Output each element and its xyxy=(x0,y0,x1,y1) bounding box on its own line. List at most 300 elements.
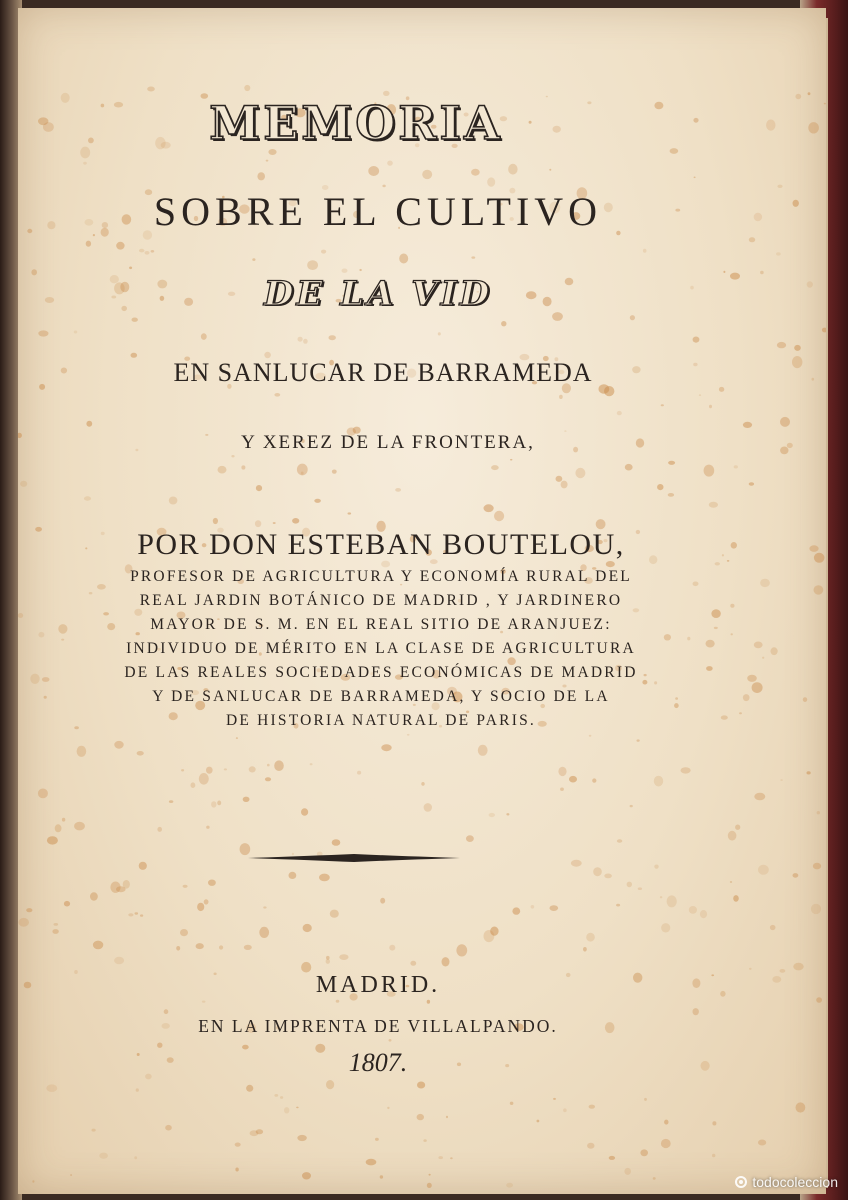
foxing-spot xyxy=(92,1129,96,1132)
foxing-spot xyxy=(382,185,385,188)
foxing-spot xyxy=(772,976,781,983)
foxing-spot xyxy=(689,906,697,914)
foxing-spot xyxy=(776,252,781,255)
foxing-spot xyxy=(380,898,385,904)
foxing-spot xyxy=(627,882,632,888)
foxing-spot xyxy=(760,579,770,587)
foxing-spot xyxy=(110,275,119,283)
foxing-spot xyxy=(256,1129,263,1134)
foxing-spot xyxy=(587,1143,594,1149)
foxing-spot xyxy=(85,219,94,226)
foxing-spot xyxy=(196,943,204,949)
foxing-spot xyxy=(123,880,130,889)
foxing-spot xyxy=(160,296,165,301)
foxing-spot xyxy=(624,1168,631,1175)
foxing-spot xyxy=(135,912,139,914)
foxing-spot xyxy=(296,1107,299,1109)
foxing-spot xyxy=(709,405,712,408)
foxing-spot xyxy=(421,782,424,786)
foxing-spot xyxy=(780,779,782,780)
foxing-spot xyxy=(565,278,574,286)
foxing-spot xyxy=(303,924,312,932)
foxing-spot xyxy=(180,929,188,936)
foxing-spot xyxy=(301,472,304,475)
foxing-spot xyxy=(35,527,42,532)
foxing-spot xyxy=(314,499,321,503)
foxing-spot xyxy=(38,789,48,799)
foxing-spot xyxy=(739,712,742,714)
foxing-spot xyxy=(213,518,218,524)
foxing-spot xyxy=(730,604,734,608)
foxing-spot xyxy=(129,267,132,270)
foxing-spot xyxy=(478,745,488,756)
foxing-spot xyxy=(660,896,662,898)
foxing-spot xyxy=(407,734,410,736)
foxing-spot xyxy=(721,715,728,719)
foxing-spot xyxy=(743,694,750,701)
watermark-text: todocoleccion xyxy=(752,1174,838,1190)
foxing-spot xyxy=(754,642,763,649)
foxing-spot xyxy=(191,782,196,788)
foxing-spot xyxy=(326,956,330,960)
foxing-spot xyxy=(375,1138,379,1141)
foxing-spot xyxy=(46,1084,57,1092)
foxing-spot xyxy=(399,254,408,264)
foxing-spot xyxy=(450,1157,453,1159)
foxing-spot xyxy=(274,1094,278,1097)
foxing-spot xyxy=(661,923,670,932)
foxing-spot xyxy=(359,269,361,271)
foxing-spot xyxy=(808,122,819,133)
foxing-spot xyxy=(235,1143,241,1147)
foxing-spot xyxy=(30,674,39,684)
foxing-spot xyxy=(560,788,564,791)
title-memoria: MEMORIA xyxy=(209,96,503,150)
foxing-spot xyxy=(706,640,715,648)
foxing-spot xyxy=(43,122,54,132)
foxing-spot xyxy=(267,764,270,767)
credentials-line: DE HISTORIA NATURAL DE PARIS. xyxy=(226,712,536,729)
foxing-spot xyxy=(31,269,37,275)
foxing-spot xyxy=(537,1120,540,1123)
foxing-spot xyxy=(559,395,563,399)
foxing-spot xyxy=(583,947,587,952)
foxing-spot xyxy=(824,103,826,105)
foxing-spot xyxy=(730,273,740,280)
foxing-spot xyxy=(147,87,155,92)
foxing-spot xyxy=(244,945,252,950)
foxing-spot xyxy=(693,363,697,366)
foxing-spot xyxy=(357,771,361,775)
foxing-spot xyxy=(592,778,596,782)
foxing-spot xyxy=(668,493,674,497)
foxing-spot xyxy=(692,978,700,988)
foxing-spot xyxy=(569,776,577,783)
foxing-spot xyxy=(114,957,124,965)
foxing-spot xyxy=(329,335,336,340)
foxing-spot xyxy=(456,944,467,956)
todocoleccion-logo-icon xyxy=(735,1176,747,1188)
foxing-spot xyxy=(670,148,679,154)
credentials-line: Y DE SANLUCAR DE BARRAMEDA, Y SOCIO DE LA xyxy=(152,688,610,705)
foxing-spot xyxy=(211,801,216,807)
foxing-spot xyxy=(558,767,566,776)
foxing-spot xyxy=(280,1096,283,1099)
foxing-spot xyxy=(263,906,266,908)
foxing-spot xyxy=(39,384,45,390)
foxing-spot xyxy=(731,633,733,635)
foxing-spot xyxy=(64,901,70,907)
foxing-spot xyxy=(292,518,299,524)
foxing-spot xyxy=(140,914,143,916)
imprint-place: MADRID. xyxy=(315,972,441,998)
credentials-line: PROFESOR DE AGRICULTURA Y ECONOMÍA RURAL DEL xyxy=(130,568,632,585)
foxing-spot xyxy=(704,465,715,477)
foxing-spot xyxy=(587,101,591,104)
foxing-spot xyxy=(244,85,250,91)
foxing-spot xyxy=(417,1114,424,1120)
foxing-spot xyxy=(793,963,803,971)
foxing-spot xyxy=(289,872,297,879)
foxing-spot xyxy=(571,860,582,867)
watermark xyxy=(735,1174,838,1190)
foxing-spot xyxy=(654,865,658,869)
foxing-spot xyxy=(693,337,700,343)
credentials-line: DE LAS REALES SOCIEDADES ECONÓMICAS DE MADRID xyxy=(124,664,638,681)
foxing-spot xyxy=(795,94,801,99)
foxing-spot xyxy=(714,627,718,629)
foxing-spot xyxy=(771,647,778,655)
foxing-spot xyxy=(121,306,127,311)
foxing-spot xyxy=(206,826,209,829)
foxing-spot xyxy=(298,337,303,342)
foxing-spot xyxy=(101,104,105,108)
foxing-spot xyxy=(728,831,737,841)
credentials-line: REAL JARDIN BOTÁNICO DE MADRID , Y JARDINERO xyxy=(139,592,623,609)
title-subject: SOBRE EL CULTIVO xyxy=(153,189,603,234)
foxing-spot xyxy=(720,991,725,997)
foxing-spot xyxy=(675,209,680,212)
foxing-spot xyxy=(816,997,822,1003)
foxing-spot xyxy=(181,769,184,771)
foxing-spot xyxy=(752,682,763,693)
credentials-line: MAYOR DE S. M. EN EL REAL SITIO DE ARANJUEZ: xyxy=(150,616,612,633)
foxing-spot xyxy=(235,1168,238,1172)
foxing-spot xyxy=(617,411,622,415)
foxing-spot xyxy=(758,1140,766,1146)
foxing-spot xyxy=(643,249,647,253)
foxing-spot xyxy=(18,613,23,618)
foxing-spot xyxy=(664,1120,668,1125)
title-la-vid: DE LA VID xyxy=(263,274,493,314)
foxing-spot xyxy=(706,666,713,671)
foxing-spot xyxy=(410,961,416,966)
foxing-spot xyxy=(54,923,59,926)
foxing-spot xyxy=(242,1045,249,1050)
foxing-spot xyxy=(201,333,207,340)
foxing-spot xyxy=(114,102,123,108)
foxing-spot xyxy=(250,1130,259,1136)
foxing-spot xyxy=(813,863,821,870)
foxing-spot xyxy=(715,562,720,565)
foxing-spot xyxy=(265,777,271,781)
foxing-spot xyxy=(18,918,29,927)
foxing-spot xyxy=(120,282,129,293)
foxing-spot xyxy=(630,315,635,320)
foxing-spot xyxy=(88,138,94,144)
foxing-spot xyxy=(183,885,188,888)
foxing-spot xyxy=(561,481,568,489)
foxing-spot xyxy=(128,913,133,916)
foxing-spot xyxy=(45,297,54,303)
foxing-spot xyxy=(617,839,622,843)
foxing-spot xyxy=(616,904,620,907)
foxing-spot xyxy=(593,867,602,876)
foxing-spot xyxy=(139,249,144,253)
foxing-spot xyxy=(74,970,78,974)
foxing-spot xyxy=(80,147,90,159)
foxing-spot xyxy=(139,862,147,870)
imprint-year: 1807. xyxy=(348,1048,408,1077)
foxing-spot xyxy=(366,1159,377,1166)
foxing-spot xyxy=(169,497,178,505)
foxing-spot xyxy=(543,297,552,306)
foxing-spot xyxy=(116,242,124,250)
foxing-spot xyxy=(505,1064,509,1067)
foxing-spot xyxy=(18,433,22,438)
foxing-spot xyxy=(132,318,138,322)
foxing-spot xyxy=(266,160,269,162)
foxing-spot xyxy=(754,793,765,801)
foxing-spot xyxy=(427,1000,430,1004)
foxing-spot xyxy=(809,545,818,552)
foxing-spot xyxy=(661,404,664,406)
foxing-spot xyxy=(657,484,663,490)
foxing-spot xyxy=(274,393,280,397)
foxing-spot xyxy=(301,808,308,816)
foxing-spot xyxy=(640,1149,648,1156)
foxing-spot xyxy=(654,776,663,787)
foxing-spot xyxy=(145,1074,152,1080)
foxing-spot xyxy=(243,797,250,802)
foxing-spot xyxy=(137,1053,140,1056)
foxing-spot xyxy=(549,169,551,171)
foxing-spot xyxy=(389,1039,392,1042)
foxing-spot xyxy=(151,250,155,253)
foxing-spot xyxy=(255,520,261,527)
foxing-spot xyxy=(332,839,341,846)
foxing-spot xyxy=(807,771,811,774)
foxing-spot xyxy=(61,93,70,103)
foxing-spot xyxy=(604,874,612,879)
foxing-spot xyxy=(259,927,269,938)
foxing-spot xyxy=(730,881,732,883)
foxing-spot xyxy=(653,1177,656,1180)
foxing-spot xyxy=(157,1043,162,1048)
foxing-spot xyxy=(103,612,109,615)
foxing-spot xyxy=(563,1108,567,1112)
foxing-spot xyxy=(699,394,701,396)
foxing-spot xyxy=(61,639,64,641)
foxing-spot xyxy=(589,735,592,737)
foxing-spot xyxy=(589,1105,595,1109)
foxing-spot xyxy=(208,880,216,886)
foxing-spot xyxy=(777,342,786,348)
foxing-spot xyxy=(787,443,793,448)
foxing-spot xyxy=(471,256,475,258)
foxing-spot xyxy=(749,968,752,970)
foxing-spot xyxy=(24,982,32,989)
author-line: POR DON ESTEBAN BOUTELOU, xyxy=(137,528,625,561)
foxing-spot xyxy=(157,827,162,832)
foxing-spot xyxy=(644,1098,647,1101)
foxing-spot xyxy=(803,697,807,702)
foxing-spot xyxy=(303,339,308,344)
foxing-spot xyxy=(552,312,563,321)
foxing-spot xyxy=(297,1135,306,1141)
foxing-spot xyxy=(501,321,506,326)
foxing-spot xyxy=(218,466,227,474)
foxing-spot xyxy=(770,925,776,930)
foxing-spot xyxy=(793,873,799,878)
foxing-spot xyxy=(711,609,720,618)
foxing-spot xyxy=(667,895,677,907)
foxing-spot xyxy=(700,910,707,918)
foxing-spot xyxy=(471,169,480,176)
foxing-spot xyxy=(284,1107,289,1113)
foxing-spot xyxy=(52,929,58,934)
foxing-spot xyxy=(114,741,123,749)
foxing-spot xyxy=(822,328,826,333)
foxing-spot xyxy=(508,164,517,175)
foxing-spot xyxy=(145,251,150,255)
foxing-spot xyxy=(199,773,209,785)
foxing-spot xyxy=(654,102,663,110)
foxing-spot xyxy=(84,496,91,500)
foxing-spot xyxy=(766,120,775,131)
foxing-spot xyxy=(637,739,640,741)
foxing-spot xyxy=(722,554,724,556)
foxing-spot xyxy=(693,118,698,123)
foxing-spot xyxy=(793,200,799,207)
foxing-spot xyxy=(38,330,48,336)
foxing-spot xyxy=(506,813,509,815)
foxing-spot xyxy=(712,1154,715,1158)
foxing-spot xyxy=(165,1125,172,1131)
foxing-spot xyxy=(32,1180,34,1182)
foxing-spot xyxy=(380,1175,383,1178)
foxing-spot xyxy=(42,677,50,682)
foxing-spot xyxy=(167,1057,174,1063)
foxing-spot xyxy=(747,675,757,682)
foxing-spot xyxy=(387,1107,389,1109)
foxing-spot xyxy=(417,1082,425,1089)
foxing-spot xyxy=(134,1156,137,1159)
foxing-spot xyxy=(701,1061,710,1071)
foxing-spot xyxy=(811,904,821,914)
foxing-spot xyxy=(438,332,441,335)
foxing-spot xyxy=(712,1121,716,1125)
foxing-spot xyxy=(780,447,788,455)
foxing-spot xyxy=(184,298,193,306)
title-page xyxy=(18,8,826,1194)
foxing-spot xyxy=(780,969,786,973)
foxing-spot xyxy=(330,910,339,918)
foxing-spot xyxy=(44,696,47,699)
foxing-spot xyxy=(99,1153,108,1159)
foxing-spot xyxy=(808,92,811,95)
foxing-spot xyxy=(224,768,227,770)
foxing-spot xyxy=(429,1174,431,1176)
foxing-spot xyxy=(202,1001,206,1003)
foxing-spot xyxy=(310,763,313,765)
foxing-spot xyxy=(236,737,238,738)
foxing-spot xyxy=(348,512,352,514)
foxing-spot xyxy=(466,835,474,842)
foxing-spot xyxy=(749,237,755,242)
foxing-spot xyxy=(157,280,167,289)
foxing-spot xyxy=(531,905,535,909)
foxing-spot xyxy=(566,973,571,977)
foxing-spot xyxy=(719,387,724,392)
foxing-spot xyxy=(137,751,144,756)
foxing-spot xyxy=(297,464,308,476)
foxing-spot xyxy=(422,170,432,179)
foxing-spot xyxy=(438,1156,443,1159)
foxing-spot xyxy=(777,185,782,188)
foxing-spot xyxy=(90,892,98,900)
foxing-spot xyxy=(494,511,504,521)
foxing-spot xyxy=(381,744,391,751)
foxing-spot xyxy=(754,213,762,221)
foxing-spot xyxy=(749,482,754,485)
foxing-spot xyxy=(638,887,642,890)
foxing-spot xyxy=(609,1156,615,1160)
foxing-spot xyxy=(26,908,32,912)
foxing-spot xyxy=(387,161,393,166)
foxing-spot xyxy=(762,657,764,659)
foxing-spot xyxy=(326,959,330,964)
foxing-spot xyxy=(116,886,126,892)
foxing-spot xyxy=(77,746,87,757)
foxing-spot xyxy=(61,368,67,374)
foxing-spot xyxy=(743,422,752,428)
foxing-spot xyxy=(814,585,824,594)
imprint-printer: EN LA IMPRENTA DE VILLALPANDO. xyxy=(198,1016,558,1036)
foxing-spot xyxy=(38,117,48,125)
foxing-spot xyxy=(427,1183,432,1188)
foxing-spot xyxy=(217,801,221,806)
foxing-spot xyxy=(62,818,65,822)
foxing-spot xyxy=(484,504,494,512)
foxing-spot xyxy=(512,907,520,914)
foxing-spot xyxy=(780,417,790,427)
foxing-spot xyxy=(83,162,87,165)
foxing-spot xyxy=(74,331,77,334)
foxing-spot xyxy=(668,461,675,465)
foxing-spot xyxy=(487,177,495,186)
foxing-spot xyxy=(681,767,691,773)
foxing-spot xyxy=(484,930,495,942)
foxing-spot xyxy=(332,470,337,474)
foxing-spot xyxy=(491,465,499,470)
foxing-spot xyxy=(301,962,311,973)
foxing-spot xyxy=(197,903,204,911)
foxing-spot xyxy=(70,1174,72,1176)
foxing-spot xyxy=(389,945,395,951)
foxing-spot xyxy=(758,865,769,875)
foxing-spot xyxy=(256,485,262,491)
